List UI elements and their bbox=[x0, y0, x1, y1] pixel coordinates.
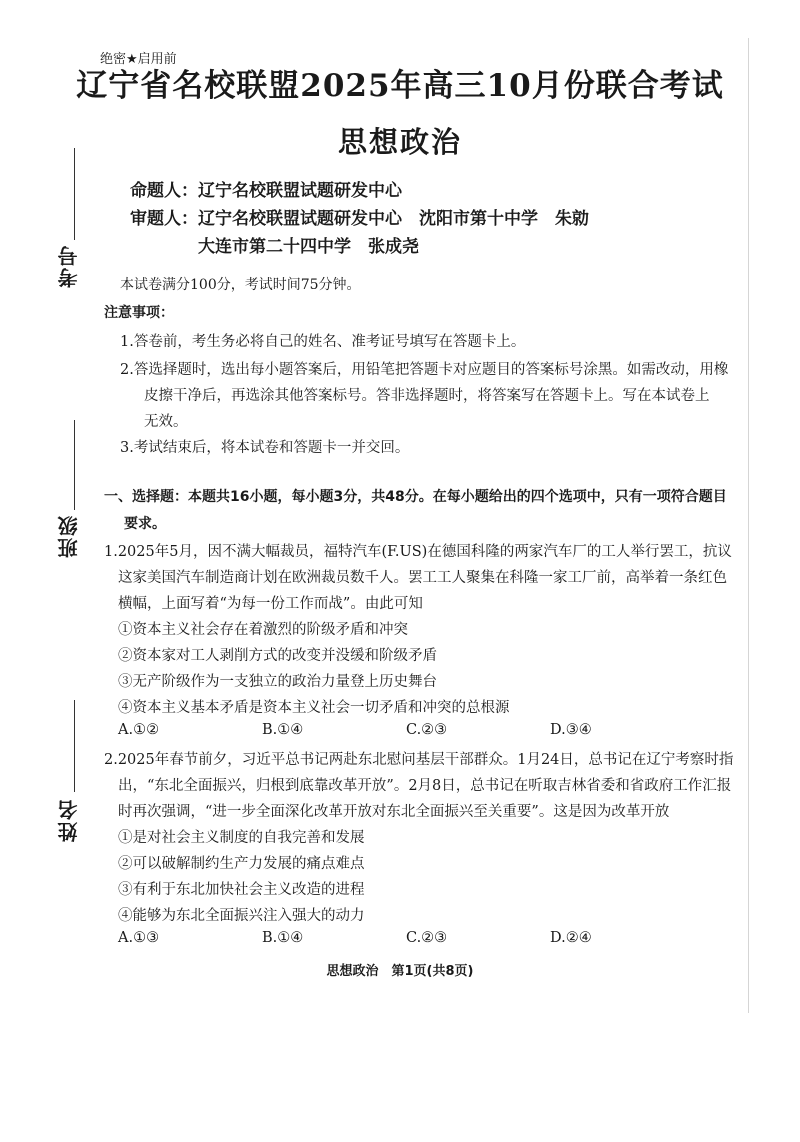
notice-item-2-line-3: 无效。 bbox=[144, 414, 188, 430]
maker-line-2: 审题人：辽宁名校联盟试题研发中心 沈阳市第十中学 朱勍 bbox=[130, 209, 589, 229]
maker-line-3: 大连市第二十四中学 张成尧 bbox=[198, 237, 419, 257]
subject-title: 思想政治 bbox=[337, 125, 462, 159]
exam-number-line bbox=[74, 148, 75, 240]
section-heading-line-2: 要求。 bbox=[124, 516, 166, 532]
q2-statement-3: ③有利于东北加快社会主义改造的进程 bbox=[118, 882, 365, 898]
notice-heading: 注意事项： bbox=[104, 305, 174, 321]
class-label: 班级 bbox=[57, 514, 81, 558]
name-label: 姓名 bbox=[57, 798, 81, 842]
q2-statement-2: ②可以破解制约生产力发展的痛点难点 bbox=[118, 856, 365, 872]
exam-title: 辽宁省名校联盟2025年高三10月份联合考试 bbox=[76, 68, 724, 104]
q2-statement-4: ④能够为东北全面振兴注入强大的动力 bbox=[118, 908, 365, 924]
q2-line-2: 出，“东北全面振兴，归根到底靠改革开放”。2月8日，总书记在听取吉林省委和省政府工作汇报 bbox=[118, 778, 732, 794]
q1-statement-3: ③无产阶级作为一支独立的政治力量登上历史舞台 bbox=[118, 674, 437, 690]
q1-statement-1: ①资本主义社会存在着激烈的阶级矛盾和冲突 bbox=[118, 622, 408, 638]
notice-item-2-line-2: 皮擦干净后，再选涂其他答案标号。答非选择题时，将答案写在答题卡上。写在本试卷上 bbox=[144, 388, 710, 404]
notice-item-3: 3.考试结束后，将本试卷和答题卡一并交回。 bbox=[120, 440, 410, 456]
q1-statement-2: ②资本家对工人剥削方式的改变并没缓和阶级矛盾 bbox=[118, 648, 437, 664]
notice-item-1: 1.答卷前，考生务必将自己的姓名、准考证号填写在答题卡上。 bbox=[120, 334, 526, 350]
q1-line-1: 1.2025年5月，因不满大幅裁员，福特汽车(F.US)在德国科隆的两家汽车厂的工人举行罢工，抗议 bbox=[104, 544, 732, 560]
maker-line-1: 命题人：辽宁名校联盟试题研发中心 bbox=[130, 181, 402, 201]
page-edge-line bbox=[748, 38, 749, 1013]
notice-item-2-line-1: 2.答选择题时，选出每小题答案后，用铅笔把答题卡对应题目的答案标号涂黑。如需改动，用橡 bbox=[120, 362, 729, 378]
q1-option-c: C.②③ bbox=[406, 722, 448, 738]
q1-line-2: 这家美国汽车制造商计划在欧洲裁员数千人。罢工工人聚集在科隆一家工厂前，高举着一条红色 bbox=[118, 570, 727, 586]
q2-statement-1: ①是对社会主义制度的自我完善和发展 bbox=[118, 830, 365, 846]
q1-statement-4: ④资本主义基本矛盾是资本主义社会一切矛盾和冲突的总根源 bbox=[118, 700, 510, 716]
name-line bbox=[74, 700, 75, 792]
class-line bbox=[74, 420, 75, 510]
secret-mark: 绝密★启用前 bbox=[100, 52, 177, 67]
page-footer: 思想政治 第1页(共8页) bbox=[326, 964, 474, 979]
exam-intro: 本试卷满分100分，考试时间75分钟。 bbox=[120, 277, 361, 293]
q2-line-3: 时再次强调，“进一步全面深化改革开放对东北全面振兴至关重要”。这是因为改革开放 bbox=[118, 804, 670, 820]
q1-option-b: B.①④ bbox=[262, 722, 304, 738]
q2-option-b: B.①④ bbox=[262, 930, 304, 946]
q2-line-1: 2.2025年春节前夕，习近平总书记两赴东北慰问基层干部群众。1月24日，总书记在辽宁考察时指 bbox=[104, 752, 734, 768]
q2-option-c: C.②③ bbox=[406, 930, 448, 946]
q2-option-d: D.②④ bbox=[550, 930, 592, 946]
q1-option-a: A.①② bbox=[118, 722, 160, 738]
q2-option-a: A.①③ bbox=[118, 930, 160, 946]
exam-number-label: 考号 bbox=[57, 244, 81, 288]
section-heading-line-1: 一、选择题：本题共16小题，每小题3分，共48分。在每小题给出的四个选项中，只有一项符合题目 bbox=[104, 489, 727, 505]
q1-option-d: D.③④ bbox=[550, 722, 592, 738]
q1-line-3: 横幅，上面写着“为每一份工作而战”。由此可知 bbox=[118, 596, 423, 612]
